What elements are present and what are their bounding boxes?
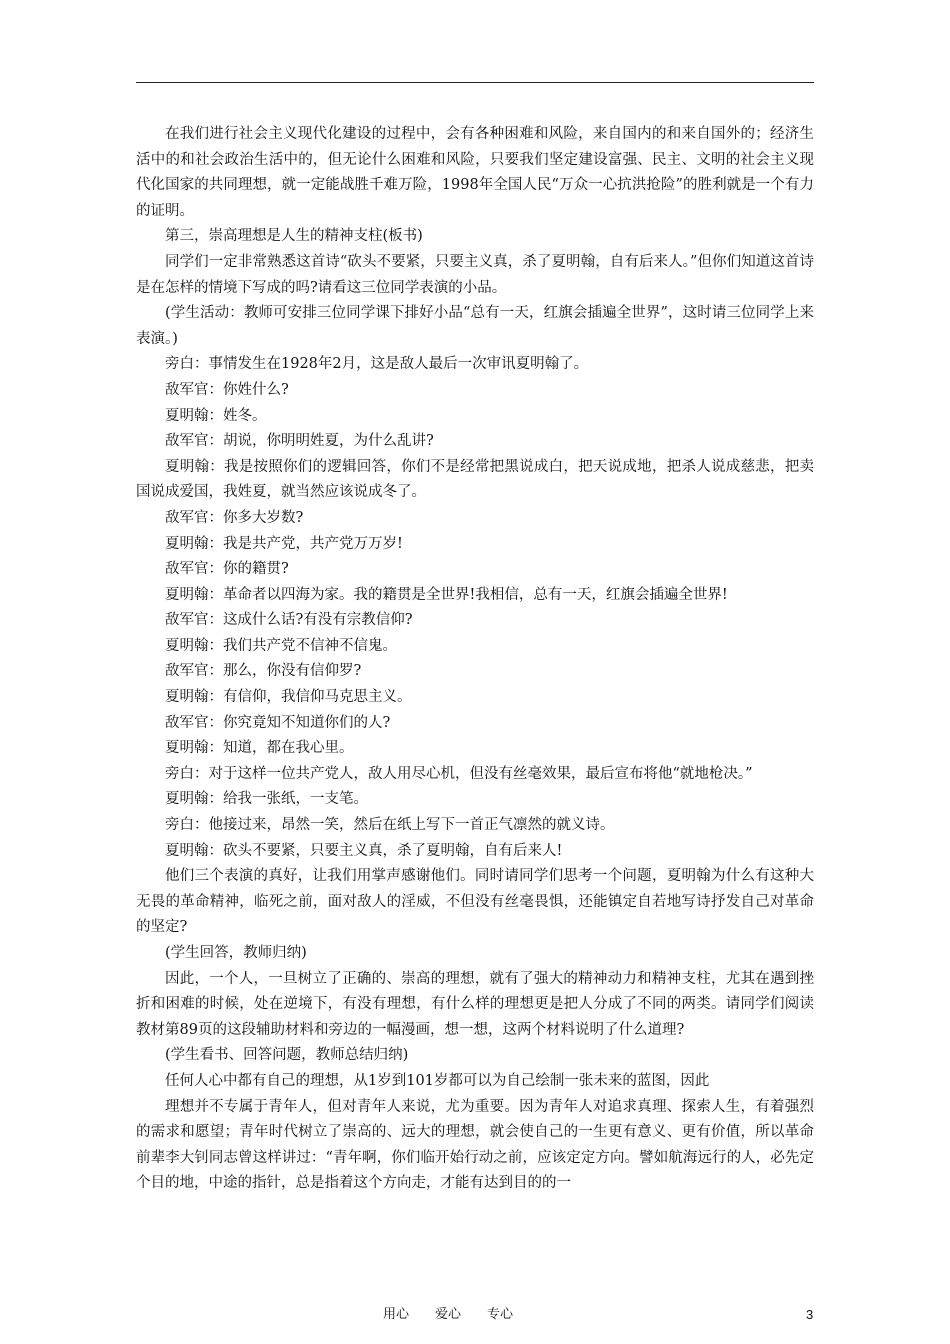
stage-direction: (学生活动：教师可安排三位同学课下排好小品“总有一天，红旗会插遍全世界”，这时请三位同学上来表演。): [136, 305, 814, 347]
paragraph: 同学们一定非常熟悉这首诗“砍头不要紧，只要主义真，杀了夏明翰，自有后来人。”但你们知道这首诗是在怎样的情境下写成的吗?请看这三位同学表演的小品。: [136, 253, 814, 296]
dialogue-line: 夏明翰：姓冬。: [165, 407, 267, 424]
dialogue-line: 夏明翰：革命者以四海为家。我的籍贯是全世界!我相信，总有一天，红旗会插遍全世界!: [165, 586, 728, 603]
paragraph: 因此，一个人，一旦树立了正确的、崇高的理想，就有了强大的精神动力和精神支柱，尤其在遇到挫折和困难的时候，处在逆境下，有没有理想，有什么样的理想更是把人分成了不同的两类。请同学们阅读教材第89页的这段辅助材料和旁边的一幅漫画，想一想，这两个材料说明了什么道理?: [136, 970, 814, 1038]
paragraph: 理想并不专属于青年人，但对青年人来说，尤为重要。因为青年人对追求真理、探索人生，有着强烈的需求和愿望；青年时代树立了崇高的、远大的理想，就会使自己的一生更有意义、更有价值，所以革命前辈李大钊同志曾这样讲过：“青年啊，你们临开始行动之前，应该定定方向。譬如航海远行的人，必先定个目的地，中途的指针，总是指着这个方向走，才能有达到目的的一: [136, 1098, 814, 1192]
stage-direction: (学生看书、回答问题，教师总结归纳): [165, 1047, 409, 1064]
dialogue-line: 敌军官：你多大岁数?: [165, 509, 304, 526]
dialogue-line: 敌军官：你的籍贯?: [165, 561, 289, 578]
section-heading: 第三，崇高理想是人生的精神支柱(板书): [165, 228, 423, 245]
dialogue-line: 夏明翰：给我一张纸，一支笔。: [165, 791, 368, 808]
dialogue-line: 夏明翰：砍头不要紧，只要主义真，杀了夏明翰，自有后来人!: [165, 842, 563, 859]
dialogue-line: 夏明翰：我是按照你们的逻辑回答，你们不是经常把黑说成白，把天说成地，把杀人说成慈悲，把卖国说成爱国，我姓夏，就当然应该说成冬了。: [136, 458, 814, 501]
paragraph: 任何人心中都有自己的理想，从1岁到101岁都可以为自己绘制一张未来的蓝图，因此: [165, 1072, 710, 1089]
dialogue-line: 敌军官：这成什么话?有没有宗教信仰?: [165, 612, 413, 629]
dialogue-line: 敌军官：你姓什么?: [165, 381, 289, 398]
page-number: 3: [806, 1307, 814, 1322]
dialogue-line: 敌军官：那么，你没有信仰罗?: [165, 663, 362, 680]
document-body: [136, 122, 814, 1197]
dialogue-line: 敌军官：胡说，你明明姓夏，为什么乱讲?: [165, 433, 434, 450]
dialogue-line: 夏明翰：有信仰，我信仰马克思主义。: [165, 689, 412, 706]
paragraph: 他们三个表演的真好，让我们用掌声感谢他们。同时请同学们思考一个问题，夏明翰为什么有这种大无畏的革命精神，临死之前，面对敌人的淫威，不但没有丝毫畏惧，还能镇定自若地写诗抒发自己对革命的坚定?: [136, 868, 814, 936]
header-rule: [136, 82, 814, 83]
footer-motto: 用心 爱心 专心: [383, 1307, 514, 1322]
dialogue-line: 夏明翰：知道，都在我心里。: [165, 740, 354, 757]
dialogue-line: 夏明翰：我是共产党，共产党万万岁!: [165, 535, 403, 552]
dialogue-line: 旁白：对于这样一位共产党人，敌人用尽心机，但没有丝毫效果，最后宣布将他“就地枪决。”: [165, 765, 753, 782]
paragraph: 在我们进行社会主义现代化建设的过程中，会有各种困难和风险，来自国内的和来自国外的；经济生活中的和社会政治生活中的，但无论什么困难和风险，只要我们坚定建设富强、民主、文明的社会主义现代化国家的共同理想，就一定能战胜千难万险，1998年全国人民“万众一心抗洪抢险”的胜利就是一个有力的证明。: [136, 126, 814, 219]
dialogue-line: 旁白：事情发生在1928年2月，这是敌人最后一次审讯夏明翰了。: [165, 356, 589, 373]
dialogue-line: 夏明翰：我们共产党不信神不信鬼。: [165, 637, 397, 654]
stage-direction: (学生回答，教师归纳): [165, 945, 307, 961]
dialogue-line: 敌军官：你究竟知不知道你们的人?: [165, 714, 391, 731]
dialogue-line: 旁白：他接过来，昂然一笑，然后在纸上写下一首正气凛然的就义诗。: [165, 817, 615, 834]
